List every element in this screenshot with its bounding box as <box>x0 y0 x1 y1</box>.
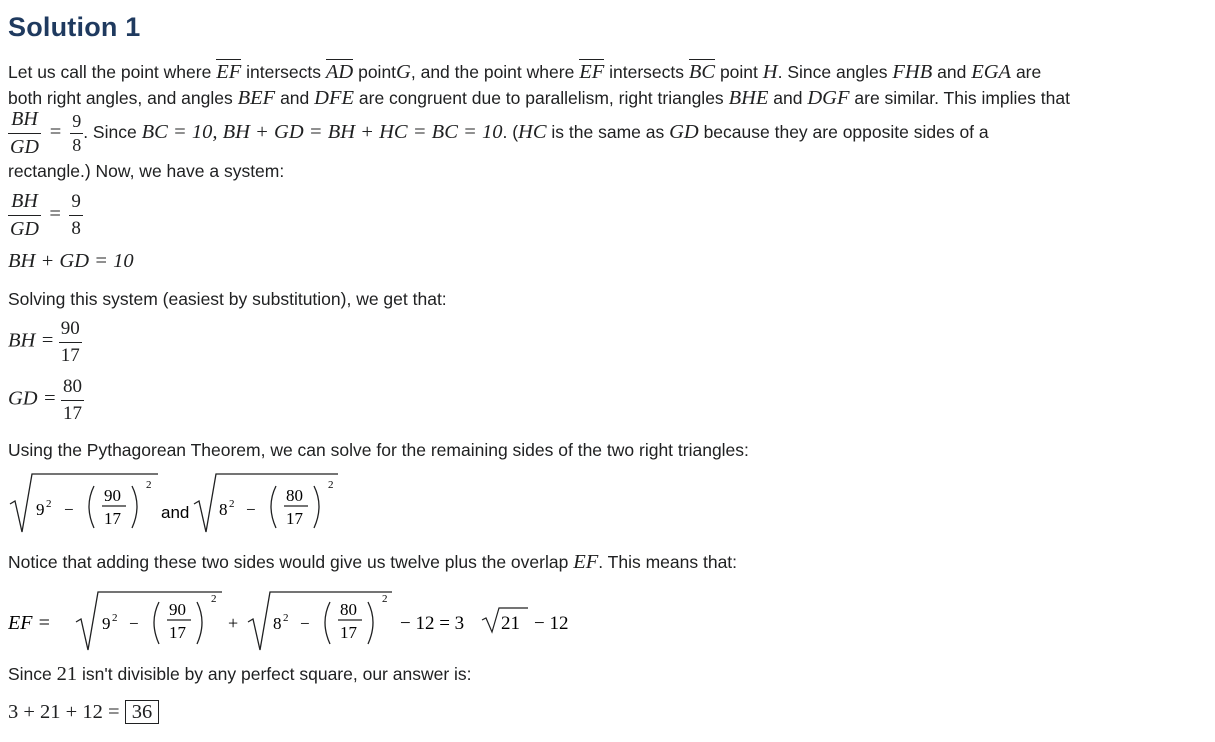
solution-gd <box>8 376 84 425</box>
text: Since <box>8 664 52 684</box>
minus-sign: − <box>300 614 310 633</box>
fraction-numerator: BH <box>11 108 38 130</box>
solution-heading: Solution 1 <box>8 12 141 42</box>
fraction-numerator: 9 <box>71 191 81 212</box>
exponent: 2 <box>328 479 334 491</box>
ratio-9-8 <box>70 111 83 156</box>
text: point <box>719 62 758 82</box>
exponent: 2 <box>146 479 152 491</box>
radical-sign <box>76 592 222 650</box>
text: . Since <box>83 122 137 143</box>
fraction-numerator: BH <box>11 190 38 212</box>
right-paren <box>197 602 202 644</box>
system-equation-2: BH + GD = 10 <box>8 250 134 272</box>
exponent: 2 <box>46 498 52 510</box>
angle-ega: EGA <box>971 61 1012 83</box>
fraction-denominator: 8 <box>72 135 82 155</box>
text: intersects <box>246 62 322 82</box>
fraction-denominator: 17 <box>59 342 82 367</box>
text: and <box>937 62 967 82</box>
tail-minus-12b: − 12 <box>534 613 569 634</box>
left-paren <box>271 486 276 528</box>
numerator-90: 90 <box>104 486 121 505</box>
left-paren <box>325 602 330 644</box>
exponent: 2 <box>211 593 217 605</box>
numerator-80: 80 <box>340 600 357 619</box>
fraction-denominator: GD <box>8 215 41 241</box>
angle-bef: BEF <box>237 87 276 109</box>
text: Notice that adding these two sides would give us twelve plus the overlap <box>8 552 569 572</box>
segment-gd: GD <box>669 121 699 144</box>
radicand-21: 21 <box>501 613 520 634</box>
exponent: 2 <box>229 498 235 510</box>
segment-hc: HC <box>518 121 547 144</box>
text: . ( <box>502 122 519 143</box>
and-text: and <box>161 503 190 522</box>
minus-sign: − <box>246 500 256 519</box>
text: and <box>280 88 310 108</box>
text: are <box>1015 62 1042 82</box>
text: point <box>358 62 397 82</box>
boxed-answer: 36 <box>125 700 160 724</box>
denominator-17: 17 <box>169 623 186 642</box>
exponent: 2 <box>283 612 289 624</box>
segment-ef: EF <box>573 551 599 573</box>
denominator-17: 17 <box>340 623 357 642</box>
final-answer <box>8 701 159 724</box>
paragraph-solving: Solving this system (easiest by substitution), we get that: <box>8 289 447 309</box>
base-9: 9 <box>102 614 111 633</box>
text: and <box>773 88 803 108</box>
gd-label: GD = <box>8 387 57 410</box>
ratio-bh-gd <box>8 190 41 241</box>
text: are similar. This implies that <box>854 88 1070 108</box>
left-paren <box>154 602 159 644</box>
roots-expression <box>8 468 348 540</box>
fraction-numerator: 80 <box>63 376 83 397</box>
minus-sign: − <box>64 500 74 519</box>
answer-expression: 3 + 21 + 12 = <box>8 701 120 723</box>
radical-sign <box>248 592 392 650</box>
text: because they are opposite sides of a <box>703 122 989 143</box>
exponent: 2 <box>382 593 388 605</box>
radical-sign <box>10 474 158 532</box>
ratio-9-8 <box>69 191 83 240</box>
bh-label: BH = <box>8 329 55 352</box>
number-21: 21 <box>56 663 78 685</box>
fraction-80-17 <box>61 376 84 425</box>
text: Let us call the point where <box>8 62 212 82</box>
left-paren <box>89 486 94 528</box>
paragraph-notice <box>8 551 737 573</box>
triangle-bhe: BHE <box>728 87 769 109</box>
base-8: 8 <box>219 500 228 519</box>
fraction-denominator: 17 <box>61 400 84 425</box>
text: . Since angles <box>777 62 888 82</box>
plus-sign: + <box>228 613 239 633</box>
ef-equation <box>8 584 588 656</box>
paragraph-pythagorean: Using the Pythagorean Theorem, we can solve for the remaining sides of the two right triangles: <box>8 440 749 460</box>
denominator-17: 17 <box>104 509 121 528</box>
minus-sign: − <box>129 614 139 633</box>
paragraph-line-3 <box>8 108 989 159</box>
base-9: 9 <box>36 500 45 519</box>
point-h: H <box>762 61 778 83</box>
segment-bc: BC <box>688 61 716 83</box>
right-paren <box>368 602 373 644</box>
segment-ef: EF <box>216 61 242 83</box>
equals-sign: = <box>49 202 61 225</box>
paragraph-line-1 <box>8 61 1041 83</box>
ef-lhs: EF = <box>8 612 51 634</box>
text: intersects <box>609 62 684 82</box>
segment-ef: EF <box>579 61 605 83</box>
right-paren <box>132 486 137 528</box>
fraction-denominator: 8 <box>69 215 83 240</box>
equals-sign: = <box>49 121 62 144</box>
tail-minus-12: − 12 = 3 <box>400 613 465 634</box>
denominator-17: 17 <box>286 509 303 528</box>
ratio-bh-gd <box>8 108 41 159</box>
text: is the same as <box>551 122 665 143</box>
triangle-dgf: DGF <box>807 87 850 109</box>
bc-equation-text: BC = 10, BH + GD = BH + HC = BC = 10 <box>141 121 503 144</box>
text: , and the point where <box>410 62 575 82</box>
text: both right angles, and angles <box>8 88 233 108</box>
base-8: 8 <box>273 614 282 633</box>
fraction-numerator: 9 <box>72 111 82 131</box>
point-g: G <box>396 61 411 83</box>
paragraph-line-4: rectangle.) Now, we have a system: <box>8 161 285 181</box>
bc-equation <box>142 121 503 143</box>
fraction-90-17 <box>59 318 82 367</box>
angle-dfe: DFE <box>314 87 355 109</box>
fraction-numerator: 90 <box>60 318 80 339</box>
solution-bh <box>8 318 82 367</box>
numerator-90: 90 <box>169 600 186 619</box>
paragraph-line-2 <box>8 87 1070 109</box>
text: . This means that: <box>598 552 738 572</box>
text: are congruent due to parallelism, right triangles <box>358 88 724 108</box>
angle-fhb: FHB <box>892 61 933 83</box>
paragraph-since <box>8 663 472 685</box>
numerator-80: 80 <box>286 486 303 505</box>
system-equation-1 <box>8 190 83 241</box>
segment-ad: AD <box>325 61 354 83</box>
right-paren <box>314 486 319 528</box>
text: isn't divisible by any perfect square, our answer is: <box>82 664 472 684</box>
exponent: 2 <box>112 612 118 624</box>
fraction-denominator: GD <box>8 133 41 159</box>
